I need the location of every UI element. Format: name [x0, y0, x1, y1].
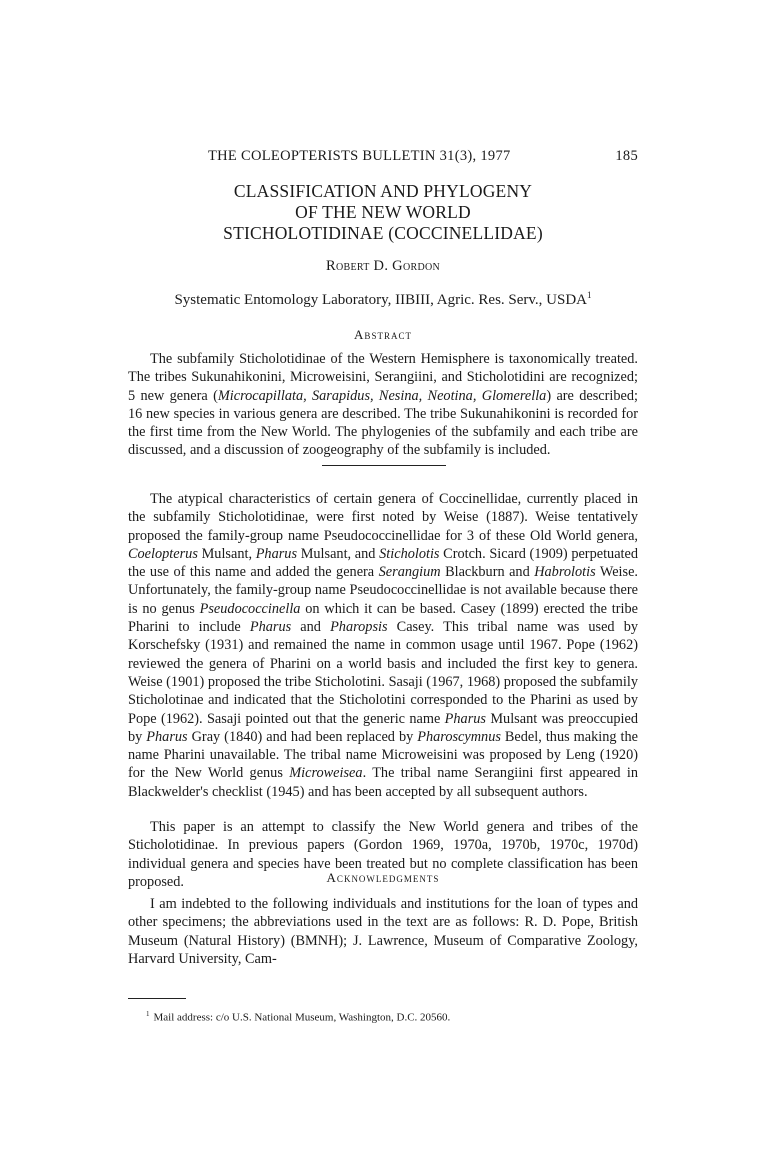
footnote-mark: 1	[146, 1010, 150, 1018]
italic-taxon: Microweisea	[289, 765, 363, 782]
author-affiliation	[128, 290, 638, 309]
footnote-rule	[128, 998, 186, 999]
text-run: Crotch. Sicard (1909) perpetuated the use of this name and added the genera	[128, 545, 638, 581]
text-run: . The tribal name Serangiini first appeared in Blackwelder's checklist (1945) and has been accepted by all subsequent authors.	[128, 765, 639, 800]
body-paragraph	[128, 490, 638, 801]
text-run: Mulsant was preoccupied by	[128, 710, 638, 745]
author-name: Robert D. Gordon	[325, 258, 441, 274]
text-run: Casey. This tribal name was used by Korschefsky (1931) and remained the name in common usage until 1967. Pope (1962) reviewed the genera of Pharini on a world basis and included the first key to genera. Weise (1901) proposed the tribe Sticholotini. Sasaji (1967, 1968) proposed the subfamily Sticholotinae and indicated that the Sticholotini corresponded to the Pharini as used by Pope (1962). Sasaji pointed out that the generic name	[128, 619, 638, 727]
text-run: The atypical characteristics of certain genera of Coccinellidae, currently placed in the subfamily Sticholotidinae, were first noted by Weise (1887). Weise tentatively proposed the family-group name Pseudococcinellidae for 3 of these Old World genera,	[128, 491, 638, 544]
text-run: Gray (1840) and had been replaced by	[187, 728, 418, 745]
italic-taxon: Pharus	[255, 545, 298, 562]
affiliation-text: Systematic Entomology Laboratory, IIBIII, Agric. Res. Serv., USDA	[174, 292, 588, 308]
journal-citation: THE COLEOPTERISTS BULLETIN 31(3), 1977	[208, 148, 511, 164]
footnote-marker: 1	[587, 290, 592, 300]
italic-taxon: Pharus	[249, 619, 292, 636]
page-number: 185	[615, 148, 638, 164]
title-line: CLASSIFICATION AND PHYLOGENY	[233, 181, 533, 201]
article-title	[128, 181, 638, 244]
text-run: Blackburn and	[440, 564, 535, 581]
footnote	[146, 1010, 636, 1024]
italic-taxon: Pharus	[146, 728, 188, 745]
italic-taxon: Pharoscymnus	[417, 728, 501, 745]
title-line: STICHOLOTIDINAE (COCCINELLIDAE)	[223, 223, 543, 243]
text-run: and	[291, 619, 331, 636]
acknowledgments-paragraph	[128, 895, 638, 968]
italic-taxon: Serangium	[378, 564, 441, 581]
italic-taxon: Coelopterus	[128, 545, 198, 562]
text-run: The subfamily Sticholotidinae of the Western Hemisphere is taxonomically treated. The tribes Sukunahikonini, Microweisini, Serangiini, and Sticholotidini are recognized; 5 new genera (	[128, 351, 638, 404]
abstract-heading: Abstract	[354, 327, 412, 342]
abstract-paragraph	[128, 350, 638, 460]
text-run: ) are described; 16 new species in various genera are described. The tribe Sukunahikonini is recorded for the first time from the New World. The phylogenies of the subfamily and each tribe are discussed, and a discussion of zoogeography of the subfamily is included.	[128, 387, 638, 459]
title-line: OF THE NEW WORLD	[295, 202, 471, 222]
footnote-text: Mail address: c/o U.S. National Museum, Washington, D.C. 20560.	[153, 1011, 451, 1024]
italic-taxon: Habrolotis	[534, 564, 596, 581]
text-run: Mulsant, and	[297, 545, 380, 562]
text-run: This paper is an attempt to classify the New World genera and tribes of the Sticholotidinae. In previous papers (Gordon 1969, 1970a, 1970b, 1970c, 1970d) individual genera and species have been treated but no complete classification has been proposed.	[128, 819, 638, 890]
text-run: on which it can be based. Casey (1899) erected the tribe Pharini to include	[128, 600, 638, 636]
text-run: I am indebted to the following individuals and institutions for the loan of types and other specimens; the abbreviations used in the text are as follows: R. D. Pope, British Museum (Natural History) (BMNH); J. Lawrence, Museum of Comparative Zoology, Harvard University, Cam-	[128, 896, 638, 967]
italic-taxon: Microcapillata, Sarapidus, Nesina, Neotina, Glomerella	[217, 387, 547, 404]
acknowledgments-heading: Acknowledgments	[326, 870, 440, 885]
italic-taxon: Pseudococcinella	[199, 600, 301, 617]
section-divider	[322, 465, 446, 466]
italic-taxon: Pharus	[444, 710, 486, 727]
italic-taxon: Pharopsis	[330, 619, 388, 636]
text-run: Bedel, thus making the name Pharini unavailable. The tribal name Microweisini was proposed by Leng (1920) for the New World genus	[128, 728, 638, 782]
text-run: Weise. Unfortunately, the family-group name Pseudococcinellidae is not available because there is no genus	[128, 564, 639, 617]
italic-taxon: Sticholotis	[379, 545, 440, 562]
text-run: Mulsant,	[197, 545, 256, 562]
